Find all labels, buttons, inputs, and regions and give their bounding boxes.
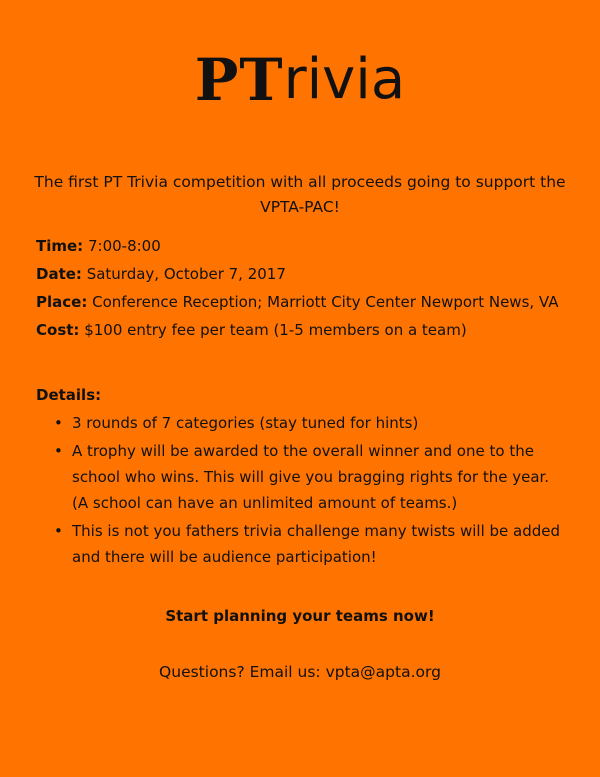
bullet-icon: •: [54, 414, 63, 432]
fact-place-value: Conference Reception; Marriott City Center Newport News, VA: [92, 293, 559, 311]
fact-cost-label: Cost:: [36, 321, 80, 339]
fact-place-label: Place:: [36, 293, 88, 311]
call-to-action: Start planning your teams now!: [165, 607, 435, 625]
fact-time-label: Time:: [36, 237, 84, 255]
logo-pt: PT: [194, 46, 284, 114]
list-item: [36, 438, 566, 516]
fact-cost: [36, 318, 576, 343]
list-item-text: 3 rounds of 7 categories (stay tuned for hints): [72, 414, 419, 432]
pt-trivia-logo: [0, 48, 600, 112]
bullet-icon: •: [54, 442, 63, 460]
details-list: [36, 410, 566, 570]
details-title: Details:: [36, 386, 102, 404]
fact-date: [36, 262, 576, 287]
event-facts: [36, 234, 576, 346]
list-item-text: This is not you fathers trivia challenge many twists will be added and there will be audience participation!: [72, 522, 561, 566]
fact-time: [36, 234, 576, 259]
list-item-text: A trophy will be awarded to the overall winner and one to the school who wins. This will give you bragging rights for the year. (A school can have an unlimited amount of teams.): [72, 442, 550, 512]
fact-time-value: 7:00-8:00: [87, 237, 161, 255]
fact-date-label: Date:: [36, 265, 82, 283]
list-item: [36, 410, 566, 436]
intro-text: The first PT Trivia competition with all proceeds going to support the VPTA-PAC!: [34, 173, 566, 216]
fact-cost-value: $100 entry fee per team (1-5 members on a team): [84, 321, 467, 339]
bullet-icon: •: [54, 522, 63, 540]
logo-rivia: rivia: [283, 47, 406, 112]
list-item: [36, 518, 566, 570]
fact-date-value: Saturday, October 7, 2017: [86, 265, 286, 283]
details-section: [36, 383, 566, 572]
fact-place: [36, 290, 576, 315]
contact-line: Questions? Email us: vpta@apta.org: [159, 663, 441, 681]
